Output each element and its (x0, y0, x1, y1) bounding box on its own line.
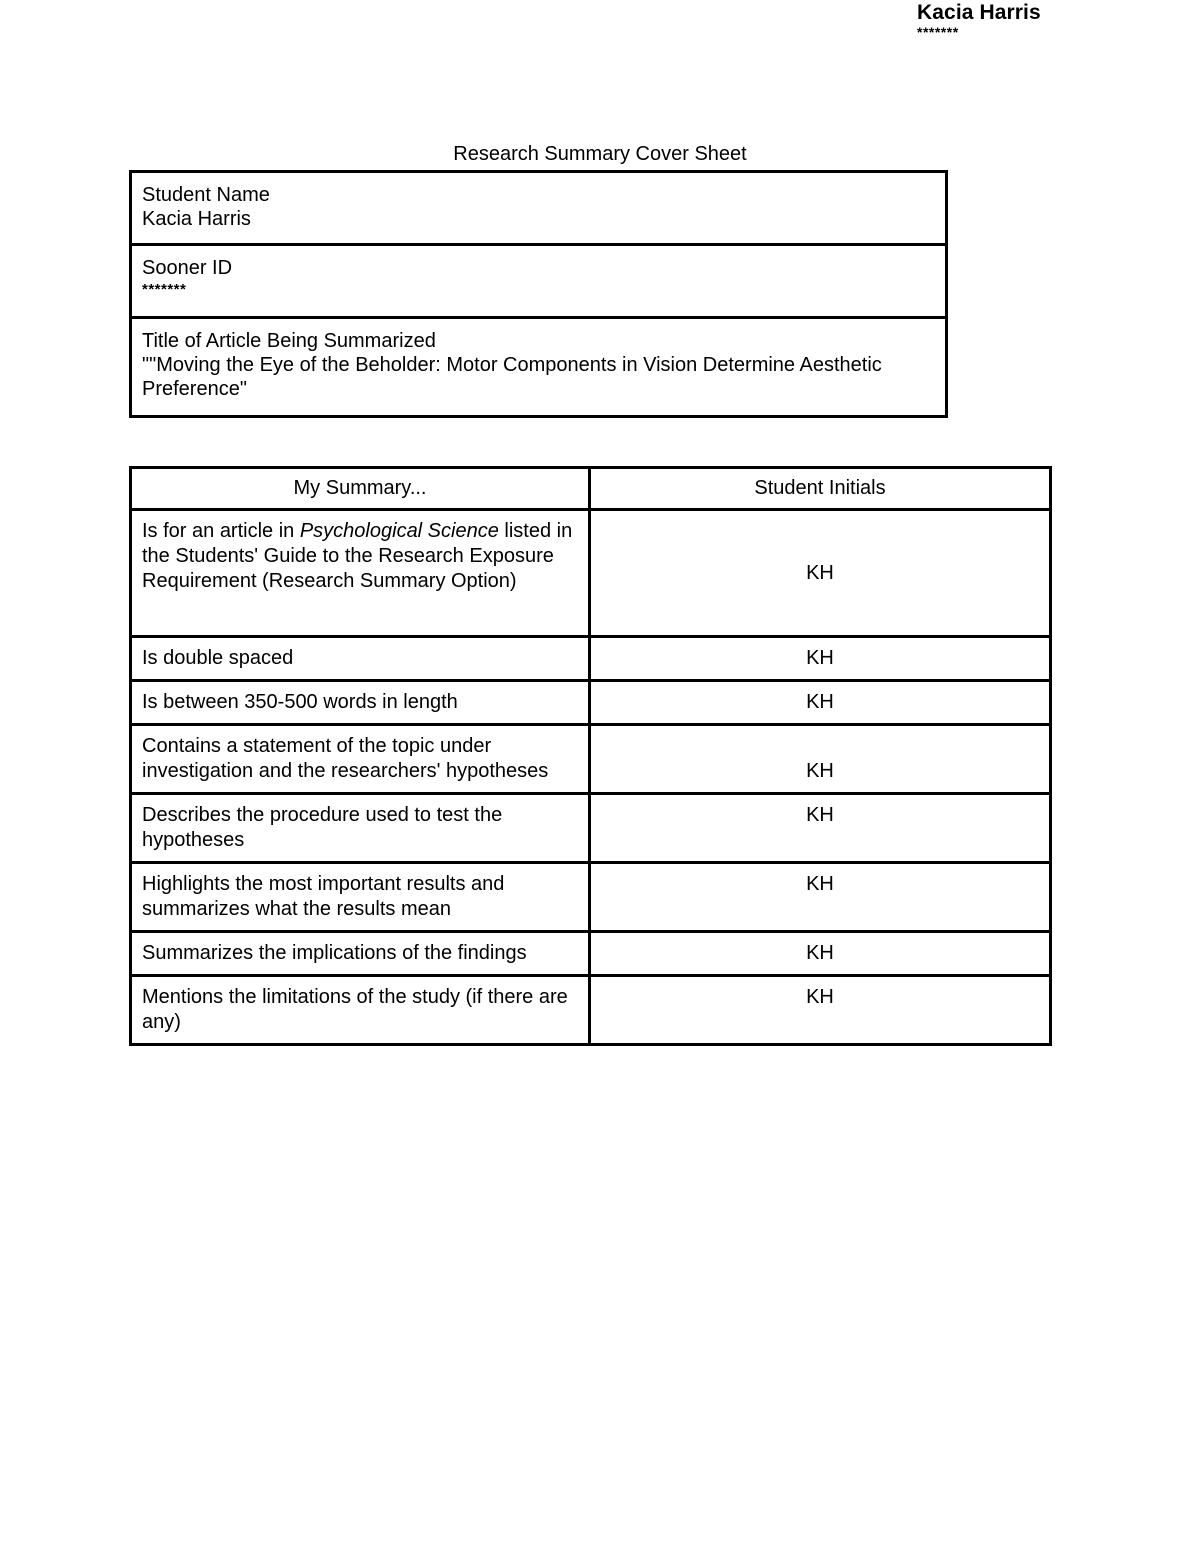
student-name-cell (131, 172, 947, 245)
page-title: Research Summary Cover Sheet (453, 143, 747, 165)
checklist-initials: KH (590, 510, 1051, 637)
table-row (131, 637, 1051, 681)
checklist-initials: KH (590, 681, 1051, 725)
student-name-label: Student Name (142, 184, 270, 206)
sooner-id-value: ******* (142, 281, 187, 298)
checklist-item-text: Mentions the limitations of the study (if there are any) (131, 976, 590, 1045)
table-row (131, 863, 1051, 932)
item-text-post: listed in the Students' Guide to the Research Exposure Requirement (Research Summary Option) (142, 520, 573, 592)
article-title-row (131, 318, 947, 417)
column-header-summary: My Summary... (131, 468, 590, 510)
checklist-initials: KH (590, 725, 1051, 794)
table-row (131, 681, 1051, 725)
checklist-item-text: Summarizes the implications of the findings (131, 932, 590, 976)
checklist-item-text: Is double spaced (131, 637, 590, 681)
header-student-name: Kacia Harris (917, 1, 1041, 24)
student-info-table (129, 170, 948, 418)
sooner-id-label: Sooner ID (142, 257, 233, 279)
checklist-initials: KH (590, 932, 1051, 976)
student-name-row (131, 172, 947, 245)
table-row (131, 976, 1051, 1045)
table-row (131, 794, 1051, 863)
table-row (131, 932, 1051, 976)
table-row (131, 725, 1051, 794)
checklist-initials: KH (590, 863, 1051, 932)
item-text-pre: Is for an article in (142, 520, 300, 542)
checklist-initials: KH (590, 637, 1051, 681)
checklist-item-text: Is between 350-500 words in length (131, 681, 590, 725)
student-name-value: Kacia Harris (142, 208, 251, 230)
column-header-initials: Student Initials (590, 468, 1051, 510)
checklist-item-text: Describes the procedure used to test the hypotheses (131, 794, 590, 863)
sooner-id-cell (131, 245, 947, 318)
journal-name: Psychological Science (299, 520, 499, 542)
checklist-header-row (131, 468, 1051, 510)
article-title-label: Title of Article Being Summarized (142, 330, 436, 352)
summary-checklist-table (129, 466, 1052, 1046)
checklist-item-text: Contains a statement of the topic under investigation and the researchers' hypotheses (131, 725, 590, 794)
checklist-initials: KH (590, 976, 1051, 1045)
checklist-item-text (131, 510, 590, 637)
table-row (131, 510, 1051, 637)
checklist-item-text: Highlights the most important results and summarizes what the results mean (131, 863, 590, 932)
article-title-cell (131, 318, 947, 417)
checklist-initials: KH (590, 794, 1051, 863)
header-student-id: ******* (917, 24, 959, 40)
page-header (917, 2, 1041, 39)
article-title-value: ""Moving the Eye of the Beholder: Motor Components in Vision Determine Aesthetic Preference" (142, 354, 882, 400)
sooner-id-row (131, 245, 947, 318)
